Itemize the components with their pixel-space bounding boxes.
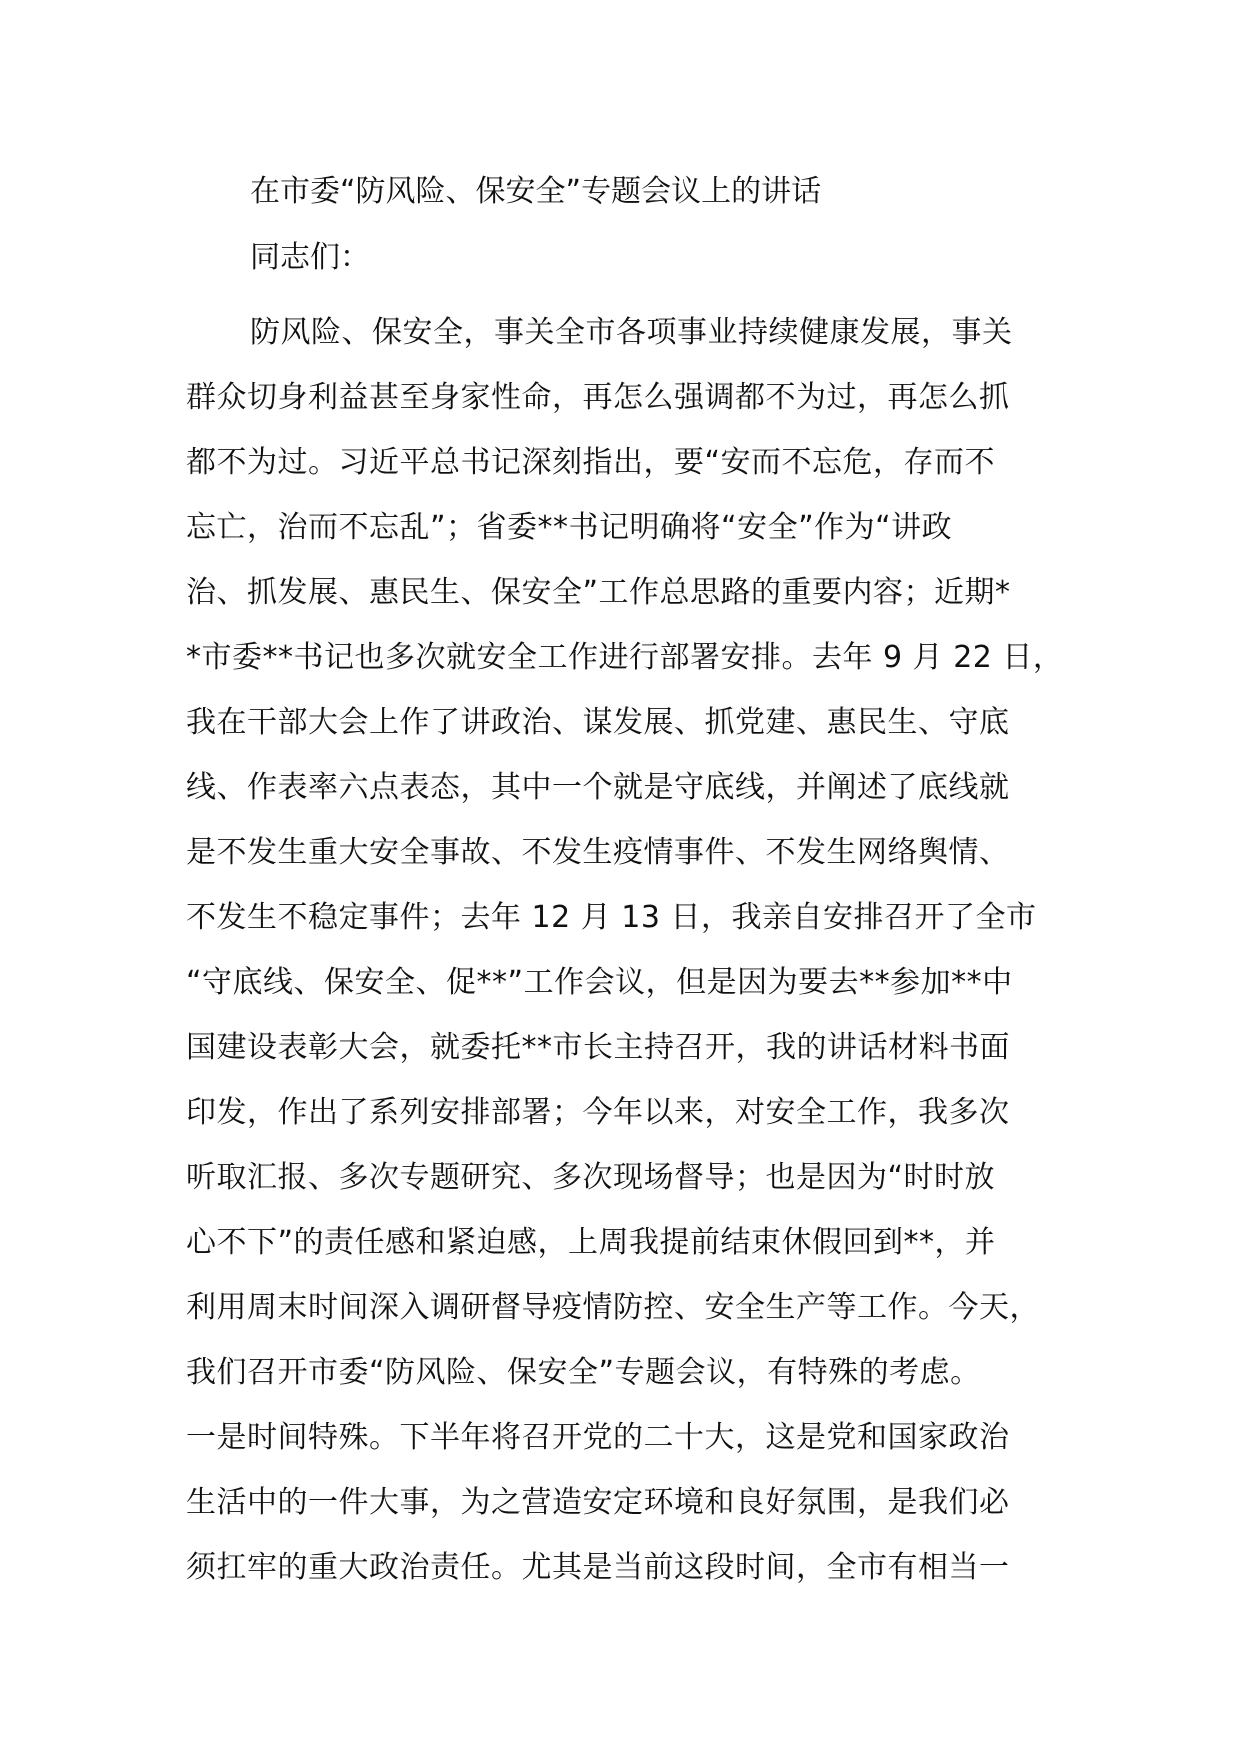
body-line: 我在干部大会上作了讲政治、谋发展、抓党建、惠民生、守底 — [186, 705, 1010, 740]
speech-title: 在市委“防风险、保安全”专题会议上的讲话 — [250, 174, 822, 209]
body-line: 群众切身利益甚至身家性命，再怎么强调都不为过，再怎么抓 — [186, 380, 1010, 415]
body-line: 治、抓发展、惠民生、保安全”工作总思路的重要内容；近期* — [186, 575, 1011, 610]
body-line: 利用周末时间深入调研督导疫情防控、安全生产等工作。今天， — [186, 1290, 1040, 1325]
body-line: 须扛牢的重大政治责任。尤其是当前这段时间，全市有相当一 — [186, 1550, 1010, 1585]
body-line: 心不下”的责任感和紧迫感，上周我提前结束休假回到**，并 — [186, 1225, 996, 1260]
body-line: 一是时间特殊。下半年将召开党的二十大，这是党和国家政治 — [186, 1420, 1010, 1455]
body-line: 国建设表彰大会，就委托**市长主持召开，我的讲话材料书面 — [186, 1030, 1010, 1065]
body-line: 都不为过。习近平总书记深刻指出，要“安而不忘危，存而不 — [186, 445, 996, 480]
body-line: 印发，作出了系列安排部署；今年以来，对安全工作，我多次 — [186, 1095, 1010, 1130]
salutation: 同志们： — [250, 240, 370, 275]
body-line: 是不发生重大安全事故、不发生疫情事件、不发生网络舆情、 — [186, 835, 1010, 870]
body-line: 线、作表率六点表态，其中一个就是守底线，并阐述了底线就 — [186, 770, 1010, 805]
body-line: 我们召开市委“防风险、保安全”专题会议，有特殊的考虑。 — [186, 1355, 981, 1390]
body-line: 听取汇报、多次专题研究、多次现场督导；也是因为“时时放 — [186, 1160, 996, 1195]
body-line: 防风险、保安全，事关全市各项事业持续健康发展，事关 — [250, 315, 1013, 350]
body-line: 生活中的一件大事，为之营造安定环境和良好氛围，是我们必 — [186, 1485, 1010, 1520]
body-line: “守底线、保安全、促**”工作会议，但是因为要去**参加**中 — [186, 965, 1013, 1000]
body-line: 不发生不稳定事件；去年 12 月 13 日，我亲自安排召开了全市 — [186, 900, 1037, 935]
body-line: *市委**书记也多次就安全工作进行部署安排。去年 9 月 22 日， — [186, 640, 1064, 675]
body-line: 忘亡，治而不忘乱”；省委**书记明确将“安全”作为“讲政 — [186, 510, 953, 545]
body-paragraph — [186, 300, 1086, 1600]
